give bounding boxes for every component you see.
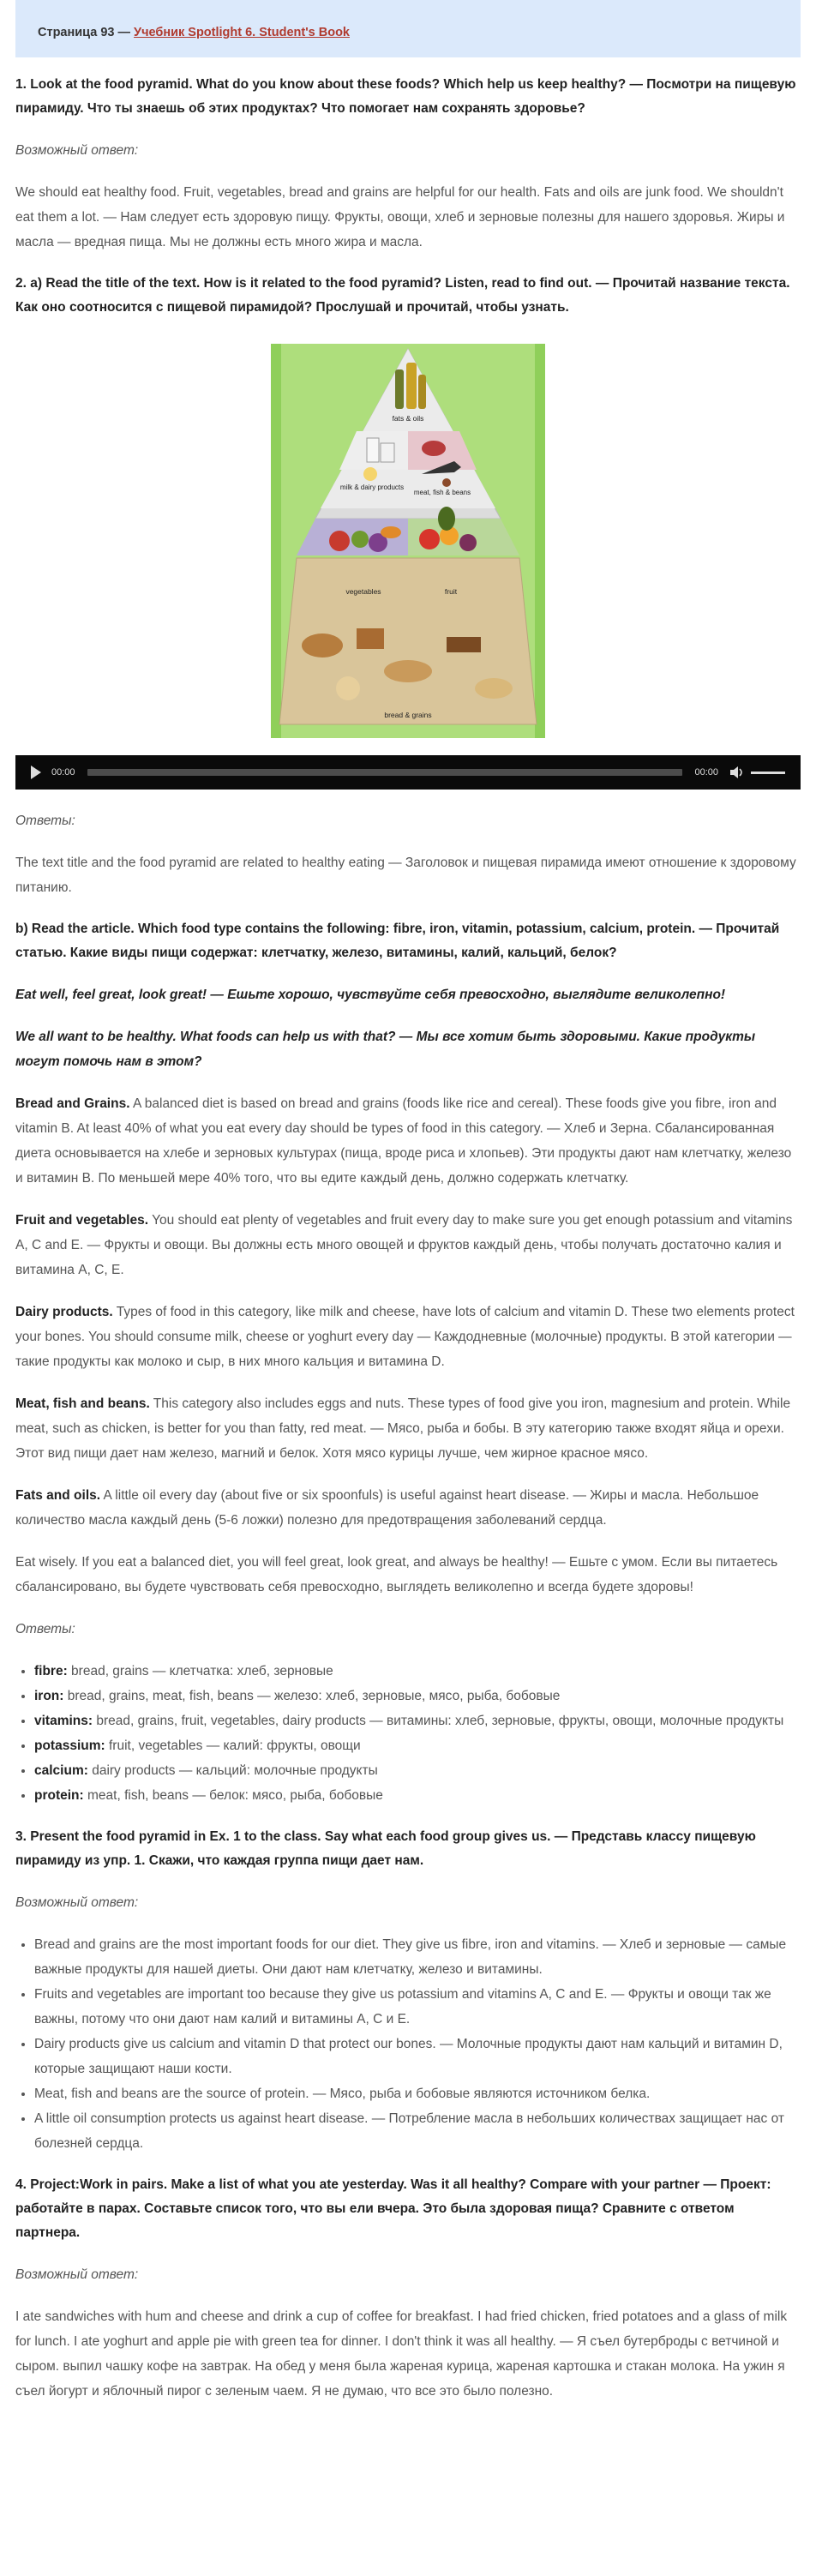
current-time: 00:00 — [51, 766, 75, 778]
article-paragraph-fruit — [15, 1208, 801, 1282]
list-item: • Dairy products give us calcium and vitamin D that protect our bones. — Молочные продукты дают нам кальций и витамин D, которые защищают наши кости. — [34, 2032, 801, 2081]
article-closing: Eat wisely. If you eat a balanced diet, you will feel great, look great, and always be healthy! — Ешьте с умом. Если вы питаетесь сбалансировано, вы будете чувствовать себя превосходно, выглядеть великолепно и всегда будете здоровы! — [15, 1555, 778, 1594]
article-paragraph-meat — [15, 1391, 801, 1466]
paragraph-heading: Bread and Grains. — [15, 1096, 130, 1111]
page-header — [15, 0, 801, 57]
nutrient-key: potassium: — [34, 1738, 105, 1753]
exercise-3-question: 3. Present the food pyramid in Ex. 1 to the class. Say what each food group gives us. — Представь классу пищевую пирамиду из упр. 1. Скажи, что каждая группа пищи дает нам. — [15, 1829, 756, 1868]
paragraph-heading: Fats and oils. — [15, 1488, 101, 1503]
nutrient-key: protein: — [34, 1788, 84, 1803]
list-item: • Fruits and vegetables are important too because they give us potassium and vitamins A, C and E. — Фрукты и овощи так же важны, потому что они дают нам калий и витамины A, C и E. — [34, 1982, 801, 2032]
exercise-1-label: Возможный ответ: — [15, 143, 139, 158]
list-item: • Meat, fish and beans are the source of protein. — Мясо, рыба и бобовые являются источником белка. — [34, 2081, 801, 2106]
play-icon[interactable] — [31, 766, 41, 779]
exercise-2a-label: Ответы: — [15, 814, 75, 828]
list-item: • A little oil consumption protects us against heart disease. — Потребление масла в небольших количествах защищает нас от болезней сердца. — [34, 2106, 801, 2156]
list-item — [34, 1684, 801, 1708]
nutrient-sources: bread, grains — клетчатка: хлеб, зерновые — [67, 1664, 333, 1678]
audio-progress-bar[interactable] — [87, 769, 683, 776]
list-item: • Bread and grains are the most important foods for our diet. They give us fibre, iron and vitamins. — Хлеб и зерновые — самые важные продукты для нашей диеты. Они дают нам клетчатку, железо и витамины. — [34, 1932, 801, 1982]
paragraph-heading: Fruit and vegetables. — [15, 1213, 149, 1228]
exercise-2b-label: Ответы: — [15, 1622, 75, 1636]
nutrient-sources: fruit, vegetables — калий: фрукты, овощи — [105, 1738, 361, 1753]
list-item — [34, 1758, 801, 1783]
paragraph-heading: Meat, fish and beans. — [15, 1396, 150, 1411]
paragraph-text: Types of food in this category, like milk and cheese, have lots of calcium and vitamin D. These two elements protect your bones. You should consume milk, cheese or yoghurt every day — Каждодневные (молочные) продукты. В этой категории — такие продукты как молоко и сыр, в них много кальция и витамина D. — [15, 1305, 795, 1369]
volume-slider[interactable] — [751, 772, 785, 774]
nutrient-key: iron: — [34, 1689, 64, 1703]
list-item — [34, 1659, 801, 1684]
duration-time: 00:00 — [694, 766, 718, 778]
exercise-4-answer: I ate sandwiches with hum and cheese and drink a cup of coffee for breakfast. I had fried chicken, fried potatoes and a glass of milk for lunch. I ate yoghurt and apple pie with green tea for dinner. I don't think it was all healthy. — Я съел бутерброды с ветчиной и сыром. выпил чашку кофе на завтрак. На обед у меня была жареная курица, жареная картошка и стакан молока. На ужин я съел йогурт и яблочный пирог с зеленым чаем. Я не думаю, что все это было полезно. — [15, 2309, 788, 2399]
nutrient-sources: bread, grains, fruit, vegetables, dairy products — витамины: хлеб, зерновые, фрукты, овощи, молочные продукты — [93, 1714, 784, 1728]
nutrient-sources: bread, grains, meat, fish, beans — железо: хлеб, зерновые, мясо, рыба, бобовые — [63, 1689, 561, 1703]
exercise-2b-question: b) Read the article. Which food type contains the following: fibre, iron, vitamin, potassium, calcium, protein. — Прочитай статью. Какие виды пищи содержат: клетчатку, железо, витамины, калий, кальций, белок? — [15, 922, 780, 960]
nutrient-sources: meat, fish, beans — белок: мясо, рыба, бобовые — [83, 1788, 383, 1803]
nutrient-sources: dairy products — кальций: молочные продукты — [87, 1763, 378, 1778]
paragraph-heading: Dairy products. — [15, 1305, 113, 1319]
nutrient-key: fibre: — [34, 1664, 68, 1678]
pyramid-label-fats: fats & oils — [392, 414, 424, 423]
exercise-4-label: Возможный ответ: — [15, 2267, 139, 2282]
nutrient-key: calcium: — [34, 1763, 88, 1778]
exercise-2a-question: 2. a) Read the title of the text. How is it related to the food pyramid? Listen, read to find out. — Прочитай название текста. Как оно соотносится с пищевой пирамидой? Прослушай и прочитай, чтобы узнать. — [15, 276, 790, 315]
paragraph-text: A little oil every day (about five or six spoonfuls) is useful against heart disease. — Жиры и масла. Небольшое количество масла каждый день (5-6 ложки) полезно для предотвращения заболеваний сердца. — [15, 1488, 759, 1528]
pyramid-label-meat: meat, fish & beans — [413, 489, 471, 496]
pyramid-label-bread: bread & grains — [384, 711, 432, 719]
textbook-link[interactable]: Учебник Spotlight 6. Student's Book — [134, 26, 350, 39]
exercise-2a-answer: The text title and the food pyramid are related to healthy eating — Заголовок и пищевая пирамида имеют отношение к здоровому питанию. — [15, 856, 796, 895]
nutrient-answer-list — [15, 1659, 801, 1808]
pyramid-label-fruit: fruit — [444, 587, 458, 596]
exercise-1-answer: We should eat healthy food. Fruit, vegetables, bread and grains are helpful for our health. Fats and oils are junk food. We shouldn't eat them a lot. — Нам следует есть здоровую пищу. Фрукты, овощи, хлеб и зерновые полезны для нашего здоровья. Жиры и масла — вредная пища. Мы не должны есть много жира и масла. — [15, 185, 785, 249]
volume-icon[interactable] — [730, 766, 744, 778]
article-intro: We all want to be healthy. What foods can help us with that? — Мы все хотим быть здоровыми. Какие продукты могут помочь нам в этом? — [15, 1030, 756, 1069]
article-paragraph-bread — [15, 1091, 801, 1191]
page-number: Страница 93 — — [38, 26, 135, 39]
audio-player — [15, 755, 801, 790]
food-pyramid-image — [271, 337, 545, 738]
article-paragraph-fats — [15, 1483, 801, 1533]
exercise-3-label: Возможный ответ: — [15, 1895, 139, 1910]
article-paragraph-dairy — [15, 1300, 801, 1374]
pyramid-label-dairy: milk & dairy products — [339, 483, 405, 491]
list-item — [34, 1708, 801, 1733]
list-item — [34, 1783, 801, 1808]
paragraph-text: A balanced diet is based on bread and grains (foods like rice and cereal). These foods give you fibre, iron and vitamin B. At least 40% of what you eat every day should be types of food in this category. — Хлеб и Зерна. Сбалансированная диета основывается на хлебе и зерновых культурах (пища, вроде риса и хлопьев). Эти продукты дают нам клетчатку, железо и витамин B. По меньшей мере 40% того, что вы едите каждый день, должно содержать клетчатку. — [15, 1096, 792, 1186]
presentation-answer-list — [15, 1932, 801, 2156]
paragraph-text: You should eat plenty of vegetables and fruit every day to make sure you get enough potassium and vitamins A, C and E. — Фрукты и овощи. Вы должны есть много овощей и фруктов каждый день, чтобы получать достаточно калия и витамина A, C, E. — [15, 1213, 793, 1277]
article-title: Eat well, feel great, look great! — Ешьте хорошо, чувствуйте себя превосходно, выглядите великолепно! — [15, 988, 726, 1002]
nutrient-key: vitamins: — [34, 1714, 93, 1728]
pyramid-label-vegetables: vegetables — [345, 587, 381, 596]
exercise-1-question: 1. Look at the food pyramid. What do you know about these foods? Which help us keep healthy? — Посмотри на пищевую пирамиду. Что ты знаешь об этих продуктах? Что помогает нам сохранять здоровье? — [15, 77, 796, 116]
list-item — [34, 1733, 801, 1758]
exercise-4-question: 4. Project:Work in pairs. Make a list of what you ate yesterday. Was it all healthy? Compare with your partner — Проект: работайте в парах. Составьте список того, что вы ели вчера. Это была здоровая пища? Сравните с ответом партнера. — [15, 2177, 771, 2240]
paragraph-text: This category also includes eggs and nuts. These types of food give you iron, magnesium and protein. While meat, such as chicken, is better for you than fatty, red meat. — Мясо, рыба и бобы. В эту категорию также входят яйца и орехи. Этот вид пищи дает нам железо, магний и белок. Хотя мясо курицы лучше, чем жирное красное мясо. — [15, 1396, 791, 1461]
